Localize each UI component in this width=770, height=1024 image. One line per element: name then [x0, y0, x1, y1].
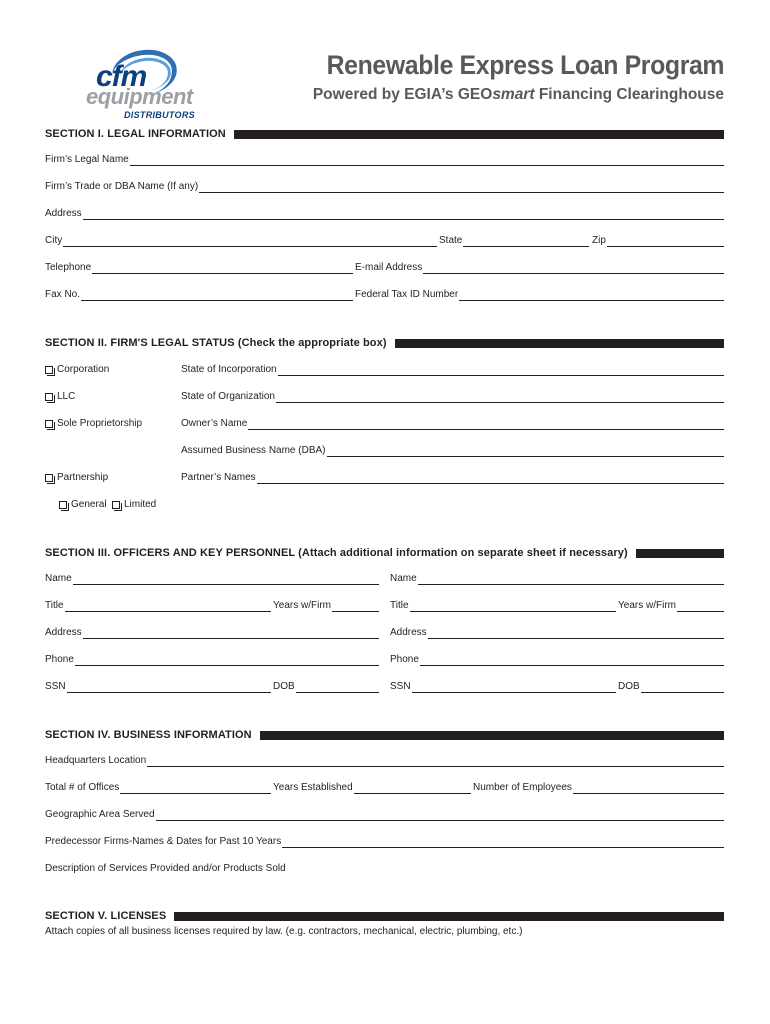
logo-word: equipment [86, 84, 193, 109]
subtitle-part-1: Powered by EGIA’s GEO [312, 86, 493, 103]
section-5-title: SECTION V. LICENSES [45, 910, 167, 922]
checkbox-icon[interactable] [45, 420, 53, 428]
partnership-checkbox[interactable] [45, 472, 108, 484]
llc-label: LLC [57, 391, 76, 402]
officer-2-phone-field[interactable] [390, 654, 724, 666]
row-fax-tax [45, 289, 724, 303]
checkbox-icon[interactable] [45, 393, 53, 401]
row-legal-name [45, 154, 724, 168]
officer-2-dob-field[interactable] [618, 681, 724, 693]
row-partnership-type [45, 499, 724, 513]
hq-field[interactable] [45, 755, 724, 767]
officer-2-address-field[interactable] [390, 627, 724, 639]
telephone-label: Telephone [45, 262, 92, 273]
city-field[interactable] [45, 235, 437, 247]
state-organization-field[interactable] [181, 391, 724, 403]
officer-1-ssn-field[interactable] [45, 681, 271, 693]
officer-2-phone-input[interactable] [420, 655, 724, 666]
llc-checkbox[interactable] [45, 391, 75, 403]
checkbox-icon[interactable] [45, 474, 53, 482]
legal-name-input[interactable] [130, 155, 724, 166]
zip-input[interactable] [607, 236, 724, 247]
officer-2-dob-input[interactable] [641, 682, 724, 693]
row-geo [45, 809, 724, 823]
checkbox-icon[interactable] [112, 501, 120, 509]
established-input[interactable] [354, 783, 471, 794]
legal-name-label: Firm’s Legal Name [45, 154, 129, 165]
officer-2-name-label: Name [390, 573, 417, 584]
subtitle-part-2: smart [492, 86, 535, 103]
row-officer-title [45, 600, 724, 614]
employees-label: Number of Employees [473, 782, 572, 793]
legal-name-field[interactable] [45, 154, 724, 166]
officer-1-phone-field[interactable] [45, 654, 379, 666]
owners-name-label: Owner’s Name [181, 418, 248, 429]
state-organization-input[interactable] [276, 392, 724, 403]
predecessor-input[interactable] [282, 837, 724, 848]
section-1-title: SECTION I. LEGAL INFORMATION [45, 128, 226, 140]
officer-2-ssn-field[interactable] [390, 681, 616, 693]
email-label: E-mail Address [355, 262, 423, 273]
city-input[interactable] [63, 236, 437, 247]
email-field[interactable] [355, 262, 724, 274]
section-3-heading [45, 546, 724, 560]
assumed-name-label: Assumed Business Name (DBA) [181, 445, 326, 456]
section-4-title: SECTION IV. BUSINESS INFORMATION [45, 729, 252, 741]
officer-1-dob-label: DOB [273, 681, 295, 692]
fax-field[interactable] [45, 289, 353, 301]
predecessor-label: Predecessor Firms-Names & Dates for Past 10 Years [45, 836, 282, 847]
state-incorporation-label: State of Incorporation [181, 364, 277, 375]
row-trade-name [45, 181, 724, 195]
officer-2-years-input[interactable] [677, 601, 724, 612]
page-subtitle [313, 86, 724, 104]
established-label: Years Established [273, 782, 353, 793]
offices-field[interactable] [45, 782, 271, 794]
hq-label: Headquarters Location [45, 755, 147, 766]
officer-1-phone-label: Phone [45, 654, 74, 665]
officer-2-ssn-input[interactable] [412, 682, 616, 693]
officer-1-dob-field[interactable] [273, 681, 379, 693]
assumed-name-input[interactable] [327, 446, 725, 457]
state-incorporation-input[interactable] [278, 365, 724, 376]
officer-2-name-input[interactable] [418, 574, 724, 585]
owners-name-field[interactable] [181, 418, 724, 430]
row-officer-ssn [45, 681, 724, 695]
row-hq [45, 755, 724, 769]
assumed-name-field[interactable] [181, 445, 724, 457]
officer-1-name-label: Name [45, 573, 72, 584]
general-label: General [71, 499, 107, 510]
row-officer-address [45, 627, 724, 641]
employees-input[interactable] [573, 783, 724, 794]
owners-name-input[interactable] [248, 419, 724, 430]
row-officer-phone [45, 654, 724, 668]
corporation-checkbox[interactable] [45, 364, 109, 376]
officer-2-title-field[interactable] [390, 600, 616, 612]
row-phone-email [45, 262, 724, 276]
officer-2-years-field[interactable] [618, 600, 724, 612]
section-divider [636, 549, 724, 558]
tax-id-input[interactable] [459, 290, 724, 301]
corporation-label: Corporation [57, 364, 110, 375]
officer-2-address-input[interactable] [428, 628, 724, 639]
tax-id-label: Federal Tax ID Number [355, 289, 459, 300]
partners-names-field[interactable] [181, 472, 724, 484]
row-address [45, 208, 724, 222]
trade-name-label: Firm’s Trade or DBA Name (If any) [45, 181, 199, 192]
officer-2-ssn-label: SSN [390, 681, 411, 692]
section-divider [234, 130, 724, 139]
offices-input[interactable] [120, 783, 271, 794]
logo-tag: DISTRIBUTORS [124, 110, 195, 120]
row-partnership [45, 472, 724, 486]
officer-2-dob-label: DOB [618, 681, 640, 692]
officer-1-dob-input[interactable] [296, 682, 379, 693]
section-divider [395, 339, 724, 348]
trade-name-field[interactable] [45, 181, 724, 193]
section-5-heading [45, 909, 724, 923]
officer-2-name-field[interactable] [390, 573, 724, 585]
limited-checkbox[interactable] [112, 499, 156, 511]
checkbox-icon[interactable] [59, 501, 67, 509]
address-field[interactable] [45, 208, 724, 220]
row-officer-name [45, 573, 724, 587]
telephone-field[interactable] [45, 262, 353, 274]
officer-1-ssn-label: SSN [45, 681, 66, 692]
officer-1-title-input[interactable] [65, 601, 271, 612]
officer-2-phone-label: Phone [390, 654, 419, 665]
established-field[interactable] [273, 782, 471, 794]
telephone-input[interactable] [92, 263, 353, 274]
partnership-label: Partnership [57, 472, 109, 483]
section-divider [174, 912, 724, 921]
row-city-state-zip [45, 235, 724, 249]
officer-1-years-input[interactable] [332, 601, 379, 612]
offices-label: Total # of Offices [45, 782, 120, 793]
zip-label: Zip [592, 235, 606, 246]
officer-1-years-field[interactable] [273, 600, 379, 612]
officer-1-address-label: Address [45, 627, 82, 638]
zip-field[interactable] [592, 235, 724, 247]
partners-names-input[interactable] [257, 473, 724, 484]
officer-1-address-input[interactable] [83, 628, 379, 639]
tax-id-field[interactable] [355, 289, 724, 301]
state-organization-label: State of Organization [181, 391, 275, 402]
row-assumed-name [45, 445, 724, 459]
fax-label: Fax No. [45, 289, 81, 300]
state-incorporation-field[interactable] [181, 364, 724, 376]
officer-1-title-label: Title [45, 600, 64, 611]
row-llc [45, 391, 724, 405]
section-2-title: SECTION II. FIRM'S LEGAL STATUS (Check the appropriate box) [45, 337, 387, 349]
general-checkbox[interactable] [59, 499, 107, 511]
page-title: Renewable Express Loan Program [326, 50, 724, 80]
row-corporation [45, 364, 724, 378]
section-divider [260, 731, 724, 740]
officer-1-name-field[interactable] [45, 573, 379, 585]
geo-label: Geographic Area Served [45, 809, 155, 820]
trade-name-input[interactable] [199, 182, 724, 193]
logo-brand: cfm [96, 60, 147, 93]
state-label: State [439, 235, 463, 246]
checkbox-icon[interactable] [45, 366, 53, 374]
description-label: Description of Services Provided and/or Products Sold [45, 863, 286, 874]
sole-prop-checkbox[interactable] [45, 418, 142, 430]
sole-prop-label: Sole Proprietorship [57, 418, 143, 429]
officer-1-ssn-input[interactable] [67, 682, 271, 693]
section-4-heading [45, 728, 724, 742]
address-input[interactable] [83, 209, 724, 220]
state-field[interactable] [439, 235, 589, 247]
officer-2-title-input[interactable] [410, 601, 616, 612]
officer-1-title-field[interactable] [45, 600, 271, 612]
predecessor-field[interactable] [45, 836, 724, 848]
subtitle-part-3: Financing Clearinghouse [534, 86, 724, 103]
partners-names-label: Partner’s Names [181, 472, 256, 483]
row-offices [45, 782, 724, 796]
officer-2-address-label: Address [390, 627, 427, 638]
hq-input[interactable] [147, 756, 724, 767]
row-sole-prop [45, 418, 724, 432]
row-predecessor [45, 836, 724, 850]
officer-1-name-input[interactable] [73, 574, 379, 585]
limited-label: Limited [124, 499, 157, 510]
licenses-note: Attach copies of all business licenses required by law. (e.g. contractors, mechanical, electric, plumbing, etc.) [45, 926, 523, 937]
email-input[interactable] [423, 263, 724, 274]
officer-1-years-label: Years w/Firm [273, 600, 331, 611]
section-3-title: SECTION III. OFFICERS AND KEY PERSONNEL (Attach additional information on separate sheet if necessary) [45, 547, 628, 559]
company-logo [86, 52, 216, 124]
geo-input[interactable] [156, 810, 724, 821]
city-label: City [45, 235, 63, 246]
fax-input[interactable] [81, 290, 353, 301]
address-label: Address [45, 208, 82, 219]
section-1-heading [45, 127, 724, 141]
officer-2-title-label: Title [390, 600, 409, 611]
state-input[interactable] [463, 236, 589, 247]
officer-1-address-field[interactable] [45, 627, 379, 639]
officer-2-years-label: Years w/Firm [618, 600, 676, 611]
section-2-heading [45, 336, 724, 350]
employees-field[interactable] [473, 782, 724, 794]
geo-field[interactable] [45, 809, 724, 821]
officer-1-phone-input[interactable] [75, 655, 379, 666]
